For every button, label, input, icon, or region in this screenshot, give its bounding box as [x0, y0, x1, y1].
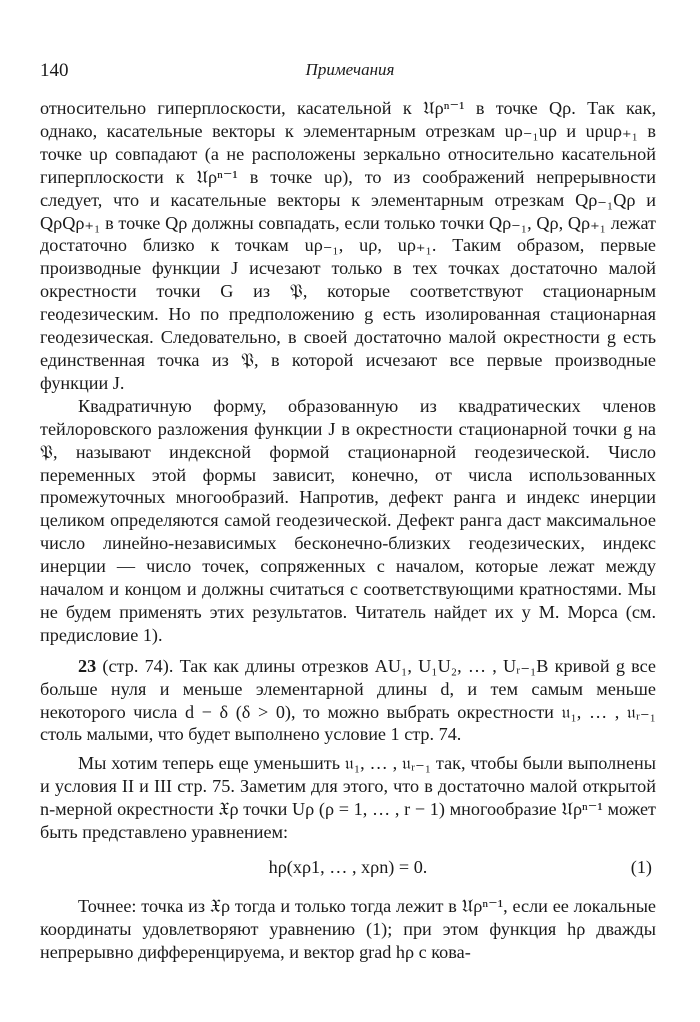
page-header	[40, 60, 660, 86]
body-text	[40, 97, 656, 964]
paragraph-index-form: Квадратичную форму, образованную из квадратических членов тейлоровского разложения функции J в окрестности стационарной точки g на 𝔓, называют индексной формой стационарной геодезической. Число переменных этой формы зависит, конечно, от числа использованных промежуточных многообразий. Напротив, дефект ранга и индекс инерции целиком определяются самой геодезической. Дефект ранга даст максимальное число линейно-независимых бесконечно-близких геодезических, индекс инерции — число точек, сопряженных с началом, которые лежат между началом и концом и должны считаться с соответствующими кратностями. Мы не будем применять этих результатов. Читатель найдет их у М. Морса (см. предисловие 1).	[40, 395, 656, 645]
paragraph-precisely: Точнее: точка из 𝔛ρ тогда и только тогда лежит в 𝔘ρⁿ⁻¹, если ее локальные координаты удовлетворяют уравнению (1); при этом функция hρ дважды непрерывно дифференцируема, и вектор grad hρ с кова-	[40, 895, 656, 962]
equation-1	[40, 856, 656, 879]
paragraph-continuation: относительно гиперплоскости, касательной к 𝔘ρⁿ⁻¹ в точке Qρ. Так как, однако, касательные векторы к элементарным отрезкам uρ₋₁uρ и uρuρ₊₁ в точке uρ совпадают (а не расположены зеркально относительно касательной гиперплоскости к 𝔘ρⁿ⁻¹ в точке uρ), то из соображений непрерывности следует, что и касательные векторы к элементарным отрезкам Qρ₋₁Qρ и QρQρ₊₁ в точке Qρ должны совпадать, если только точки Qρ₋₁, Qρ, Qρ₊₁ лежат достаточно близко к точкам uρ₋₁, uρ, uρ₊₁. Таким образом, первые производные функции J исчезают только в тех точках достаточно малой окрестности точки G из 𝔓, которые соответствуют стационарным геодезическим. Но по предположению g есть изолированная стационарная геодезическая. Следовательно, в своей достаточно малой окрестности g есть единственная точка из 𝔓, в которой исчезают все первые производные функции J.	[40, 98, 656, 393]
equation-number: (1)	[630, 857, 652, 877]
note-23-text: (стр. 74). Так как длины отрезков AU₁, U₁U₂, … , Uᵣ₋₁B кривой g все больше нуля и меньше элементарной длины d, и тем самым меньше некоторого числа d − δ (δ > 0), то можно выбрать окрестности 𝔲₁, … , 𝔲ᵣ₋₁ столь малыми, что будет выполнено условие 1 стр. 74.	[40, 655, 657, 745]
paragraph-reduce-neighborhoods: Мы хотим теперь еще уменьшить 𝔲₁, … , 𝔲ᵣ₋₁ так, чтобы были выполнены и условия II и III стр. 75. Заметим для этого, что в достаточно малой открытой n-мерной окрестности 𝔛ρ точки Uρ (ρ = 1, … , r − 1) многообразие 𝔘ρⁿ⁻¹ может быть представлено уравнением:	[40, 753, 656, 843]
note-23-paragraph	[40, 655, 656, 747]
page-number: 140	[40, 60, 69, 81]
note-number: 23	[78, 655, 97, 676]
equation-expression: hρ(xρ1, … , xρn) = 0.	[268, 857, 428, 877]
running-head: Примечания	[305, 60, 395, 79]
